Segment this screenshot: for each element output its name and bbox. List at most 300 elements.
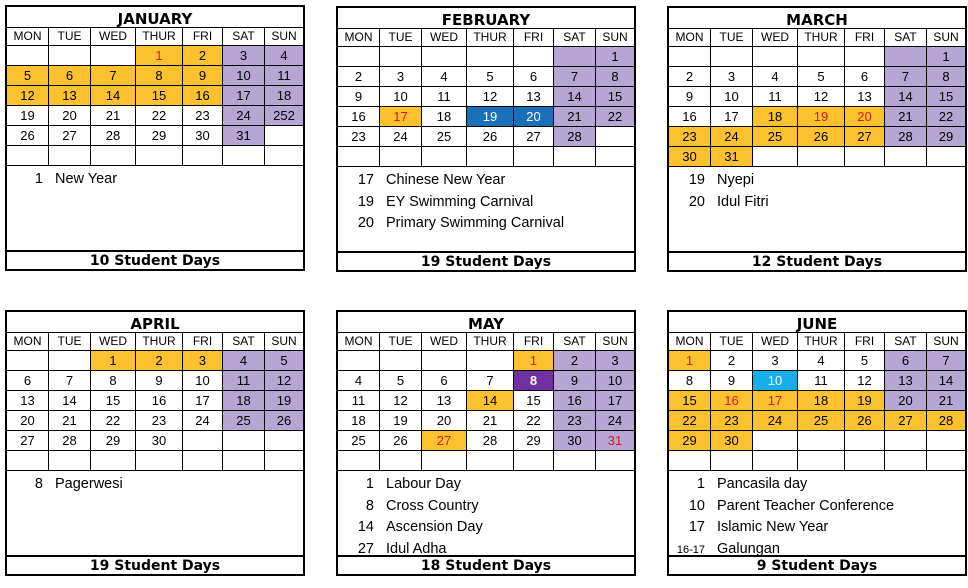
day-cell: 22 xyxy=(136,106,183,126)
day-cell: 8 xyxy=(927,67,965,87)
day-cell: 6 xyxy=(49,66,91,86)
day-cell: 29 xyxy=(91,431,136,451)
empty-cell xyxy=(845,431,885,451)
day-cell: 3 xyxy=(596,351,634,371)
month-march xyxy=(667,6,967,272)
calendar-grid xyxy=(7,27,303,166)
day-cell: 3 xyxy=(183,351,223,371)
day-cell: 6 xyxy=(422,371,467,391)
empty-cell xyxy=(554,147,596,167)
day-cell: 23 xyxy=(136,411,183,431)
empty-cell xyxy=(49,351,91,371)
day-cell: 1 xyxy=(669,351,711,371)
day-cell: 4 xyxy=(798,351,845,371)
day-cell: 18 xyxy=(753,107,798,127)
day-cell: 13 xyxy=(885,371,927,391)
empty-cell xyxy=(467,451,514,471)
empty-cell xyxy=(711,451,753,471)
day-cell: 12 xyxy=(7,86,49,106)
day-cell: 10 xyxy=(596,371,634,391)
weekday-header: TUE xyxy=(49,333,91,351)
day-cell: 21 xyxy=(49,411,91,431)
weekday-header: THUR xyxy=(798,333,845,351)
empty-cell xyxy=(422,147,467,167)
day-cell: 18 xyxy=(422,107,467,127)
day-cell: 27 xyxy=(845,127,885,147)
empty-cell xyxy=(798,431,845,451)
day-cell: 27 xyxy=(422,431,467,451)
day-cell: 17 xyxy=(596,391,634,411)
weekday-header: THUR xyxy=(136,28,183,46)
weekday-header: MON xyxy=(338,29,380,47)
empty-cell xyxy=(380,451,422,471)
event-day: 10 xyxy=(688,497,705,514)
day-cell: 27 xyxy=(514,127,554,147)
weekday-header: MON xyxy=(7,333,49,351)
day-cell: 8 xyxy=(514,371,554,391)
day-cell: 24 xyxy=(380,127,422,147)
empty-cell xyxy=(338,451,380,471)
day-cell: 16 xyxy=(338,107,380,127)
empty-cell xyxy=(753,47,798,67)
weekday-header: SAT xyxy=(554,333,596,351)
weekday-header: SUN xyxy=(596,333,634,351)
empty-cell xyxy=(711,47,753,67)
day-cell: 21 xyxy=(467,411,514,431)
day-cell: 14 xyxy=(927,371,965,391)
empty-cell xyxy=(422,47,467,67)
day-cell: 24 xyxy=(711,127,753,147)
day-cell: 25 xyxy=(753,127,798,147)
day-cell: 24 xyxy=(753,411,798,431)
day-cell: 23 xyxy=(338,127,380,147)
day-cell: 27 xyxy=(49,126,91,146)
event-day: 1 xyxy=(696,476,705,492)
day-cell: 1 xyxy=(514,351,554,371)
day-cell: 8 xyxy=(596,67,634,87)
event-day: 1 xyxy=(34,171,43,187)
event-label: Pancasila day xyxy=(717,476,808,492)
empty-cell xyxy=(753,451,798,471)
empty-cell xyxy=(514,147,554,167)
empty-cell xyxy=(467,47,514,67)
empty-cell xyxy=(845,147,885,167)
empty-cell xyxy=(422,451,467,471)
day-cell: 19 xyxy=(380,411,422,431)
weekday-header: SAT xyxy=(554,29,596,47)
empty-cell xyxy=(91,146,136,166)
event-day: 17 xyxy=(688,519,705,535)
day-cell: 31 xyxy=(596,431,634,451)
event-label: New Year xyxy=(55,171,118,187)
day-cell: 26 xyxy=(265,411,303,431)
empty-cell xyxy=(136,146,183,166)
empty-cell xyxy=(223,146,265,166)
day-cell: 1 xyxy=(596,47,634,67)
day-cell: 25 xyxy=(798,411,845,431)
day-cell: 8 xyxy=(136,66,183,86)
day-cell: 16 xyxy=(136,391,183,411)
empty-cell xyxy=(669,451,711,471)
weekday-header: FRI xyxy=(845,29,885,47)
weekday-header: THUR xyxy=(467,29,514,47)
empty-cell xyxy=(223,431,265,451)
day-cell: 12 xyxy=(798,87,845,107)
empty-cell xyxy=(338,147,380,167)
day-cell: 20 xyxy=(885,391,927,411)
day-cell: 17 xyxy=(711,107,753,127)
day-cell: 28 xyxy=(885,127,927,147)
day-cell: 29 xyxy=(669,431,711,451)
day-cell: 27 xyxy=(885,411,927,431)
empty-cell xyxy=(927,147,965,167)
day-cell: 12 xyxy=(467,87,514,107)
month-title: JANUARY xyxy=(117,10,193,27)
day-cell: 10 xyxy=(183,371,223,391)
event-day: 17 xyxy=(357,172,374,188)
day-cell: 20 xyxy=(514,107,554,127)
day-cell: 30 xyxy=(669,147,711,167)
empty-cell xyxy=(798,47,845,67)
event-item xyxy=(669,170,965,192)
day-cell: 29 xyxy=(927,127,965,147)
month-title: MAY xyxy=(468,315,504,332)
day-cell: 15 xyxy=(91,391,136,411)
day-cell: 23 xyxy=(183,106,223,126)
day-cell: 23 xyxy=(554,411,596,431)
event-item xyxy=(338,192,634,214)
empty-cell xyxy=(265,126,303,146)
empty-cell xyxy=(183,146,223,166)
weekday-header: SUN xyxy=(265,28,303,46)
day-cell: 30 xyxy=(136,431,183,451)
weekday-header: MON xyxy=(669,29,711,47)
empty-cell xyxy=(49,146,91,166)
day-cell: 17 xyxy=(753,391,798,411)
empty-cell xyxy=(885,47,927,67)
day-cell: 24 xyxy=(183,411,223,431)
empty-cell xyxy=(596,451,634,471)
student-days-total: 19 Student Days xyxy=(7,555,303,574)
empty-cell xyxy=(885,451,927,471)
day-cell: 22 xyxy=(927,107,965,127)
event-label: Ascension Day xyxy=(386,519,483,535)
day-cell: 16 xyxy=(183,86,223,106)
weekday-header: SAT xyxy=(223,28,265,46)
day-cell: 6 xyxy=(7,371,49,391)
student-days-total: 10 Student Days xyxy=(7,250,303,269)
day-cell: 11 xyxy=(338,391,380,411)
day-cell: 17 xyxy=(183,391,223,411)
day-cell: 14 xyxy=(91,86,136,106)
event-day: 8 xyxy=(365,497,374,514)
day-cell: 9 xyxy=(136,371,183,391)
event-label: Cross Country xyxy=(386,497,479,514)
calendar-grid xyxy=(338,332,634,471)
day-cell: 22 xyxy=(596,107,634,127)
day-cell: 15 xyxy=(669,391,711,411)
event-item xyxy=(338,170,634,192)
day-cell: 3 xyxy=(711,67,753,87)
event-day: 1 xyxy=(365,476,374,492)
day-cell: 29 xyxy=(514,431,554,451)
weekday-header: FRI xyxy=(845,333,885,351)
day-cell: 9 xyxy=(183,66,223,86)
weekday-header: TUE xyxy=(711,333,753,351)
day-cell: 3 xyxy=(380,67,422,87)
empty-cell xyxy=(596,127,634,147)
weekday-header: WED xyxy=(91,333,136,351)
empty-cell xyxy=(49,451,91,471)
day-cell: 5 xyxy=(467,67,514,87)
day-cell: 25 xyxy=(338,431,380,451)
empty-cell xyxy=(885,431,927,451)
day-cell: 13 xyxy=(845,87,885,107)
weekday-header: TUE xyxy=(380,333,422,351)
day-cell: 13 xyxy=(514,87,554,107)
empty-cell xyxy=(338,351,380,371)
day-cell: 22 xyxy=(91,411,136,431)
day-cell: 18 xyxy=(798,391,845,411)
empty-cell xyxy=(265,146,303,166)
empty-cell xyxy=(467,351,514,371)
day-cell: 21 xyxy=(554,107,596,127)
calendar-grid xyxy=(7,332,303,471)
event-item xyxy=(669,474,965,496)
day-cell: 11 xyxy=(265,66,303,86)
day-cell: 25 xyxy=(223,411,265,431)
day-cell: 16 xyxy=(669,107,711,127)
weekday-header: TUE xyxy=(49,28,91,46)
day-cell: 11 xyxy=(753,87,798,107)
event-item xyxy=(669,192,965,214)
empty-cell xyxy=(596,147,634,167)
month-april xyxy=(5,310,305,576)
weekday-header: FRI xyxy=(514,29,554,47)
day-cell: 20 xyxy=(422,411,467,431)
day-cell: 16 xyxy=(711,391,753,411)
weekday-header: SAT xyxy=(223,333,265,351)
day-cell: 11 xyxy=(223,371,265,391)
day-cell: 30 xyxy=(183,126,223,146)
empty-cell xyxy=(338,47,380,67)
calendar-grid xyxy=(669,332,965,471)
day-cell: 9 xyxy=(554,371,596,391)
day-cell: 7 xyxy=(91,66,136,86)
event-label: Galungan xyxy=(717,540,780,557)
weekday-header: FRI xyxy=(514,333,554,351)
event-day: 27 xyxy=(357,540,374,557)
day-cell: 17 xyxy=(380,107,422,127)
weekday-header: SAT xyxy=(885,29,927,47)
weekday-header: MON xyxy=(7,28,49,46)
day-cell: 30 xyxy=(554,431,596,451)
day-cell: 20 xyxy=(49,106,91,126)
empty-cell xyxy=(467,147,514,167)
day-cell: 22 xyxy=(514,411,554,431)
empty-cell xyxy=(753,147,798,167)
day-cell: 9 xyxy=(669,87,711,107)
day-cell: 7 xyxy=(49,371,91,391)
event-day: 14 xyxy=(357,519,374,535)
day-cell: 2 xyxy=(136,351,183,371)
day-cell: 12 xyxy=(845,371,885,391)
event-label: Pagerwesi xyxy=(55,476,123,492)
day-cell: 18 xyxy=(265,86,303,106)
empty-cell xyxy=(514,451,554,471)
empty-cell xyxy=(380,147,422,167)
student-days-total: 9 Student Days xyxy=(669,555,965,574)
day-cell: 26 xyxy=(845,411,885,431)
empty-cell xyxy=(7,451,49,471)
day-cell: 14 xyxy=(467,391,514,411)
student-days-total: 12 Student Days xyxy=(669,251,965,270)
empty-cell xyxy=(380,47,422,67)
weekday-header: SUN xyxy=(265,333,303,351)
empty-cell xyxy=(183,431,223,451)
event-label: Chinese New Year xyxy=(386,172,506,188)
day-cell: 4 xyxy=(338,371,380,391)
weekday-header: MON xyxy=(669,333,711,351)
weekday-header: WED xyxy=(753,29,798,47)
day-cell: 22 xyxy=(669,411,711,431)
day-cell: 2 xyxy=(711,351,753,371)
empty-cell xyxy=(753,431,798,451)
day-cell: 21 xyxy=(91,106,136,126)
weekday-header: SUN xyxy=(927,333,965,351)
day-cell: 1 xyxy=(136,46,183,66)
empty-cell xyxy=(183,451,223,471)
empty-cell xyxy=(91,46,136,66)
day-cell: 10 xyxy=(753,371,798,391)
event-label: Primary Swimming Carnival xyxy=(386,215,565,231)
empty-cell xyxy=(7,146,49,166)
day-cell: 21 xyxy=(927,391,965,411)
empty-cell xyxy=(7,46,49,66)
weekday-header: MON xyxy=(338,333,380,351)
day-cell: 30 xyxy=(711,431,753,451)
day-cell: 8 xyxy=(669,371,711,391)
day-cell: 24 xyxy=(223,106,265,126)
day-cell: 4 xyxy=(422,67,467,87)
weekday-header: SAT xyxy=(885,333,927,351)
day-cell: 24 xyxy=(596,411,634,431)
day-cell: 10 xyxy=(223,66,265,86)
empty-cell xyxy=(554,451,596,471)
event-day: 20 xyxy=(357,215,374,231)
event-label: Labour Day xyxy=(386,476,461,492)
weekday-header: FRI xyxy=(183,28,223,46)
day-cell: 14 xyxy=(49,391,91,411)
day-cell: 12 xyxy=(380,391,422,411)
day-cell: 19 xyxy=(467,107,514,127)
event-label: Idul Adha xyxy=(386,540,447,557)
empty-cell xyxy=(927,451,965,471)
empty-cell xyxy=(514,47,554,67)
day-cell: 26 xyxy=(798,127,845,147)
weekday-header: TUE xyxy=(380,29,422,47)
day-cell: 17 xyxy=(223,86,265,106)
day-cell: 3 xyxy=(753,351,798,371)
day-cell: 21 xyxy=(885,107,927,127)
event-label: Parent Teacher Conference xyxy=(717,497,895,514)
event-item xyxy=(669,517,965,539)
event-item xyxy=(7,474,303,496)
weekday-header: WED xyxy=(753,333,798,351)
day-cell: 19 xyxy=(7,106,49,126)
event-item xyxy=(338,213,634,235)
event-item xyxy=(338,517,634,539)
weekday-header: SUN xyxy=(927,29,965,47)
day-cell: 28 xyxy=(49,431,91,451)
empty-cell xyxy=(845,451,885,471)
day-cell: 5 xyxy=(265,351,303,371)
day-cell: 15 xyxy=(514,391,554,411)
day-cell: 31 xyxy=(223,126,265,146)
event-day: 16-17 xyxy=(676,543,705,556)
day-cell: 20 xyxy=(845,107,885,127)
day-cell: 13 xyxy=(7,391,49,411)
day-cell: 16 xyxy=(554,391,596,411)
empty-cell xyxy=(554,47,596,67)
day-cell: 27 xyxy=(7,431,49,451)
weekday-header: WED xyxy=(422,333,467,351)
day-cell: 6 xyxy=(514,67,554,87)
event-day: 8 xyxy=(34,476,43,492)
student-days-total: 18 Student Days xyxy=(338,555,634,574)
day-cell: 9 xyxy=(338,87,380,107)
day-cell: 28 xyxy=(91,126,136,146)
event-label: Islamic New Year xyxy=(717,519,829,535)
day-cell: 18 xyxy=(338,411,380,431)
event-item xyxy=(7,169,303,191)
day-cell: 19 xyxy=(265,391,303,411)
event-day: 19 xyxy=(357,193,374,210)
day-cell: 8 xyxy=(91,371,136,391)
empty-cell xyxy=(7,351,49,371)
day-cell: 23 xyxy=(669,127,711,147)
event-day: 20 xyxy=(688,193,705,210)
day-cell: 20 xyxy=(7,411,49,431)
event-item xyxy=(338,496,634,518)
day-cell: 4 xyxy=(265,46,303,66)
day-cell: 2 xyxy=(183,46,223,66)
month-title: JUNE xyxy=(796,315,838,332)
day-cell: 7 xyxy=(467,371,514,391)
day-cell: 15 xyxy=(596,87,634,107)
day-cell: 26 xyxy=(467,127,514,147)
day-cell: 26 xyxy=(7,126,49,146)
empty-cell xyxy=(798,451,845,471)
day-cell: 10 xyxy=(380,87,422,107)
weekday-header: SUN xyxy=(596,29,634,47)
day-cell: 23 xyxy=(711,411,753,431)
calendar-grid xyxy=(338,28,634,167)
month-title: APRIL xyxy=(130,315,180,332)
day-cell: 11 xyxy=(798,371,845,391)
month-title: MARCH xyxy=(786,11,848,28)
empty-cell xyxy=(845,47,885,67)
day-cell: 1 xyxy=(927,47,965,67)
day-cell: 7 xyxy=(927,351,965,371)
day-cell: 10 xyxy=(711,87,753,107)
day-cell: 2 xyxy=(554,351,596,371)
weekday-header: THUR xyxy=(798,29,845,47)
day-cell: 28 xyxy=(554,127,596,147)
month-title: FEBRUARY xyxy=(441,11,531,28)
day-cell: 3 xyxy=(223,46,265,66)
day-cell: 18 xyxy=(223,391,265,411)
